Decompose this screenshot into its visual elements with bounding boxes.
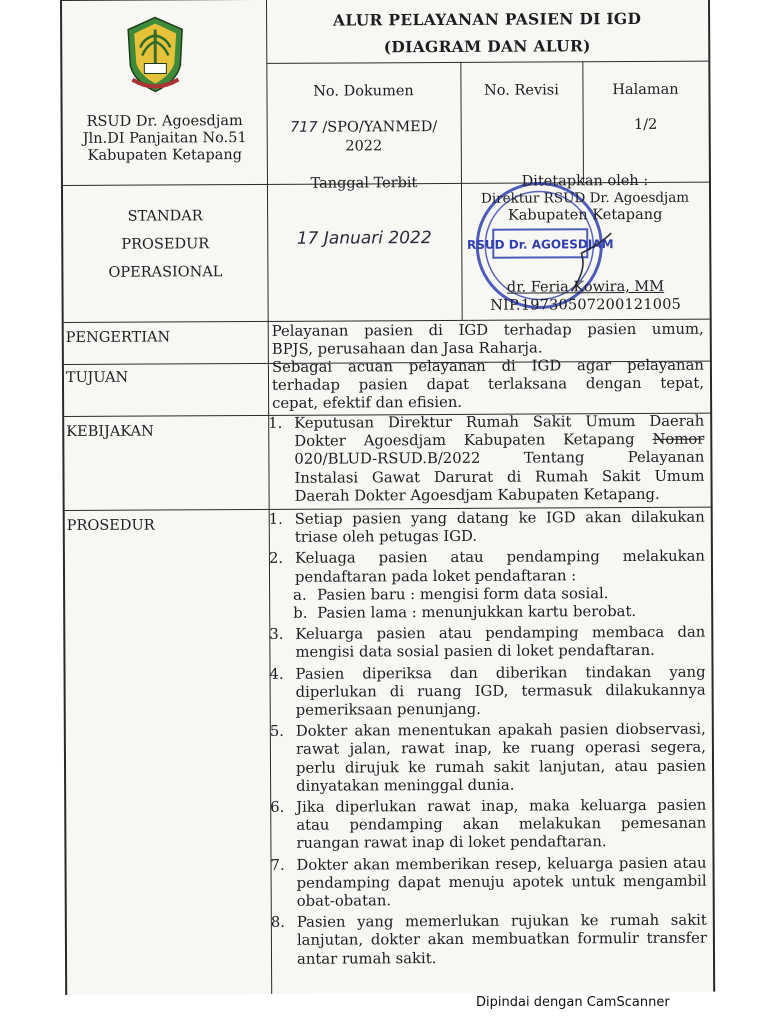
pengertian-line-1: Pelayanan pasien di IGD terhadap pasien umum, [271, 320, 704, 340]
sop-document [60, 0, 715, 995]
tanggal-value: 17 Januari 2022 [296, 228, 432, 249]
no-dokumen-value: 717 /SPO/YANMED/ [290, 119, 438, 136]
no-dokumen-handwritten: 717 [290, 119, 318, 136]
prosedur-item: 3. Keluarga pasien atau pendamping membaca dan mengisi data sosial pasien di loket pendaftaran. [269, 623, 706, 662]
prosedur-item: 2. Keluaga pasien atau pendamping melakukan pendaftaran pada loket pendaftaran : [268, 548, 705, 586]
prosedur-item: 4. Pasien diperiksa dan diberikan tindakan yang diperlukan di ruang IGD, termasuk dilakukannya pemeriksaan penunjang. [269, 663, 706, 719]
document-title: ALUR PELAYANAN PASIEN DI IGD [332, 8, 642, 30]
prosedur-list [265, 509, 707, 972]
stamp-text: RSUD Dr. AGOESDJAM [466, 237, 614, 252]
ditetapkan-line-1: Ditetapkan oleh : [521, 172, 649, 190]
signer-name: dr. Feria Kowira, MM [506, 278, 665, 296]
tujuan-label: TUJUAN [65, 369, 129, 386]
tujuan-line-2: terhadap pasien dapat terlaksana dengan tepat, [271, 374, 705, 395]
kebijakan-list [264, 413, 704, 509]
kebijakan-label: KEBIJAKAN [66, 423, 154, 440]
prosedur-subitem: a. Pasien baru : mengisi form data sosial. [293, 584, 609, 604]
prosedur-item: 8. Pasien yang memerlukan rujukan ke rumah sakit lanjutan, dokter akan membuatkan formulir transfer antar rumah sakit. [270, 911, 707, 968]
ditetapkan-line-2: Direktur RSUD Dr. Agoesdjam [480, 189, 690, 207]
kebijakan-item: 1. Keputusan Direktur Rumah Sakit Umum Daerah Dokter Agoesdjam Kabupaten Ketapang Nomor 020/BLUD-RSUD.B/2022 Tentang Pelayanan Instalasi Gawat Darurat di Rumah Sakit Umum Daerah Dokter Agoesdjam Kabupaten Ketapang. [268, 412, 705, 505]
no-dokumen-year: 2022 [345, 138, 383, 155]
halaman-label: Halaman [612, 81, 679, 99]
hospital-name: RSUD Dr. Agoesdjam [86, 113, 243, 130]
prosedur-subitem: b. Pasien lama : menunjukkan kartu berobat. [293, 603, 637, 622]
tujuan-line-1: Sebagai acuan pelayanan di IGD agar pelayanan [271, 356, 704, 376]
prosedur-item: 1. Setiap pasien yang datang ke IGD akan dilakukan triase oleh petugas IGD. [268, 508, 705, 546]
signer-nip: NIP.197305072001210​05 [490, 296, 682, 314]
hospital-address: Jln.DI Panjaitan No.51 [82, 130, 247, 147]
prosedur-label: PROSEDUR [66, 517, 155, 534]
pengertian-line-2: BPJS, perusahaan dan Jasa Raharja. [271, 339, 543, 359]
no-dokumen-label: No. Dokumen [313, 83, 414, 100]
prosedur-item: 5. Dokter akan menentukan apakah pasien diobservasi, rawat jalan, rawat inap, ke ruang operasi segera, perlu dirujuk ke rumah sakit lanjutan, atau pasien dinyatakan meninggal dunia. [269, 720, 707, 795]
spo-line-3: OPERASIONAL [108, 264, 223, 281]
pengertian-label: PENGERTIAN [65, 329, 171, 346]
halaman-value: 1/2 [633, 116, 658, 133]
hospital-logo [122, 15, 188, 95]
spo-line-1: STANDAR [127, 208, 203, 225]
document-subtitle: (DIAGRAM DAN ALUR) [383, 36, 591, 57]
ditetapkan-line-3: Kabupaten Ketapang [507, 206, 663, 224]
scanner-watermark: Dipindai dengan CamScanner [476, 995, 670, 1010]
hospital-city: Kabupaten Ketapang [87, 147, 243, 164]
tanggal-label: Tanggal Terbit [310, 175, 418, 192]
spo-line-2: PROSEDUR [121, 236, 210, 253]
prosedur-item: 7. Dokter akan memberikan resep, keluarga pasien atau pendamping dapat menuju apotek untuk mengambil obat-obatan. [270, 854, 707, 910]
tujuan-line-3: cepat, efektif dan efisien. [272, 394, 463, 413]
no-revisi-label: No. Revisi [484, 82, 559, 99]
prosedur-item: 6. Jika diperlukan rawat inap, maka keluarga pasien atau pendamping akan melakukan pemesanan ruangan rawat inap di loket pendaftaran. [270, 796, 707, 853]
